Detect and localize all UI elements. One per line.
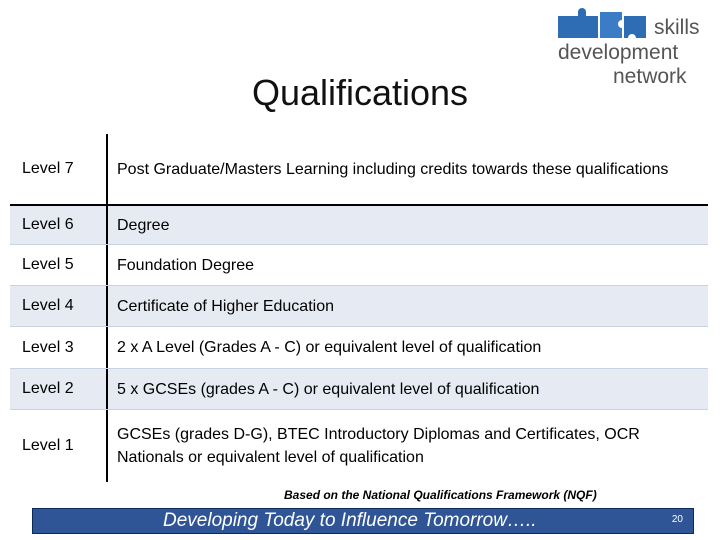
tagline: Developing Today to Influence Tomorrow….. bbox=[163, 510, 537, 531]
table-row-level-6 bbox=[10, 206, 708, 244]
level-cell: Level 4 bbox=[10, 286, 108, 326]
description-cell: Post Graduate/Masters Learning including credits towards these qualifications bbox=[117, 160, 669, 178]
level-cell: Level 2 bbox=[10, 369, 108, 409]
puzzle-pieces-icon bbox=[556, 8, 648, 42]
table-row-level-4 bbox=[10, 286, 708, 326]
description-cell: Certificate of Higher Education bbox=[117, 297, 334, 315]
level-cell: Level 1 bbox=[10, 410, 108, 482]
table-row-level-3 bbox=[10, 327, 708, 368]
logo-word-skills: skills bbox=[654, 16, 700, 39]
page-number: 20 bbox=[671, 514, 683, 525]
description-cell: Degree bbox=[117, 216, 170, 234]
footer-banner bbox=[32, 508, 694, 534]
description-cell: 2 x A Level (Grades A - C) or equivalent level of qualification bbox=[117, 339, 542, 356]
logo-word-network: network bbox=[613, 65, 687, 88]
table-row-level-2 bbox=[10, 369, 708, 409]
skills-development-network-logo bbox=[556, 8, 702, 88]
table-row-level-5 bbox=[10, 245, 708, 285]
level-cell: Level 5 bbox=[10, 245, 108, 285]
slide-title: Qualifications bbox=[251, 72, 469, 113]
description-cell: GCSEs (grades D-G), BTEC Introductory Diplomas and Certificates, OCR Nationals or equivalent level of qualification bbox=[117, 426, 640, 466]
logo-word-development: development bbox=[558, 41, 679, 64]
description-cell: Foundation Degree bbox=[117, 256, 254, 274]
table-row-level-1 bbox=[10, 410, 708, 482]
level-cell: Level 6 bbox=[10, 206, 108, 244]
level-cell: Level 3 bbox=[10, 327, 108, 368]
qualifications-table bbox=[10, 134, 708, 482]
description-cell: 5 x GCSEs (grades A - C) or equivalent level of qualification bbox=[117, 380, 540, 398]
source-footnote: Based on the National Qualifications Framework (NQF) bbox=[284, 488, 597, 502]
level-cell: Level 7 bbox=[10, 134, 108, 204]
table-row-level-7 bbox=[10, 134, 708, 204]
